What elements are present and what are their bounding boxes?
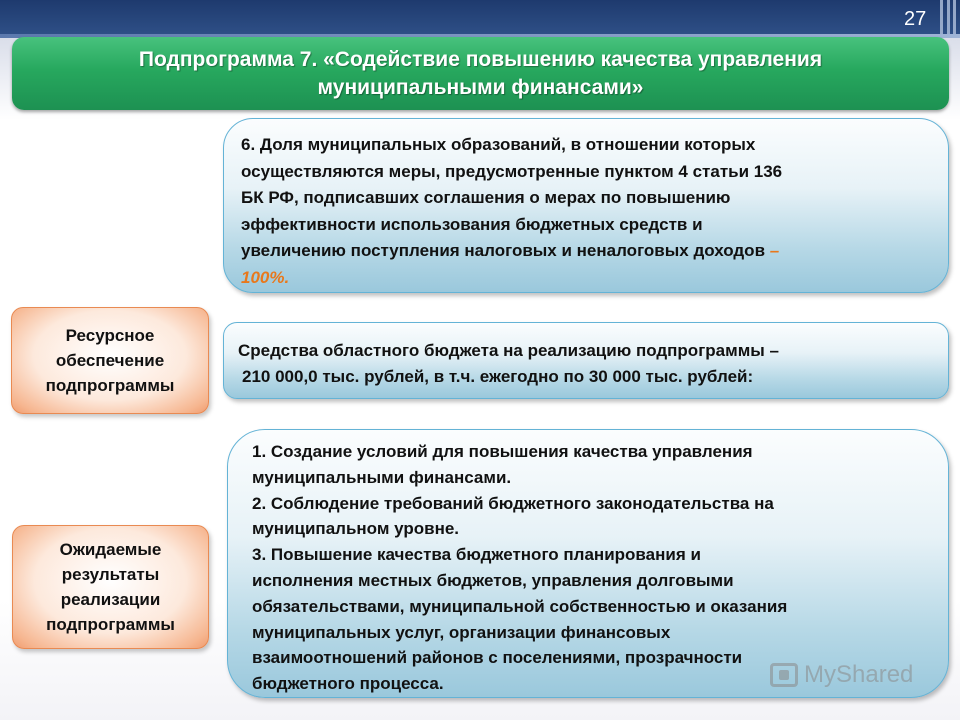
results-text-line: взаимоотношений районов с поселениями, прозрачности [252,648,743,668]
results-text-line: 3. Повышение качества бюджетного планирования и [252,545,701,565]
results-label-line: подпрограммы [46,615,175,634]
presentation-icon [770,663,798,687]
watermark-text: MyShared [804,661,914,688]
resources-label-line: подпрограммы [45,376,175,395]
slide-title-line-2: муниципальными финансами» [317,76,644,99]
decor-stripe [953,0,956,34]
results-label-line: Ожидаемые [59,540,162,559]
resources-box [223,322,949,399]
results-text-line: 2. Соблюдение требований бюджетного законодательства на [252,493,774,513]
results-text-line: муниципальными финансами. [252,467,512,487]
indicator-line-last [241,238,932,265]
watermark [770,660,913,690]
resources-text-line: Средства областного бюджета на реализацию подпрограммы – [238,341,779,360]
results-text-line: исполнения местных бюджетов, управления долговыми [252,570,734,590]
indicator-box [223,118,949,293]
results-label [12,525,209,649]
top-bar [0,0,960,34]
indicator-line: БК РФ, подписавших соглашения о мерах по повышению [241,188,731,207]
resources-label [11,307,209,414]
page-number: 27 [904,8,927,30]
indicator-dash: – [769,241,780,260]
slide-title-line-1: Подпрограмма 7. «Содействие повышению качества управления [138,48,823,71]
resources-label-line: обеспечение [55,351,165,370]
results-text-line: муниципальных услуг, организации финансовых [252,622,671,642]
resources-text-line: 210 000,0 тыс. рублей, в т.ч. ежегодно по 30 000 тыс. рублей: [242,367,754,386]
results-text-line: бюджетного процесса. [252,674,444,694]
results-label-line: результаты [61,565,160,584]
results-label-line: реализации [60,590,161,609]
indicator-line: эффективности использования бюджетных средств и [241,214,703,234]
indicator-line: осуществляются меры, предусмотренные пунктом 4 статьи 136 [241,161,783,181]
results-text-line: 1. Создание условий для повышения качества управления [252,442,753,461]
slide-title [12,37,949,110]
resources-label-line: Ресурсное [65,326,155,345]
results-text-line: муниципальном уровне. [252,519,460,539]
indicator-value: 100%. [241,267,290,287]
decor-stripe [947,0,950,34]
results-box [227,429,949,698]
results-text-line: обязательствами, муниципальной собственностью и оказания [252,596,788,616]
indicator-line: увеличению поступления налоговых и неналоговых доходов [241,241,766,260]
indicator-line: 6. Доля муниципальных образований, в отношении которых [241,135,756,154]
decor-stripe [940,0,943,34]
